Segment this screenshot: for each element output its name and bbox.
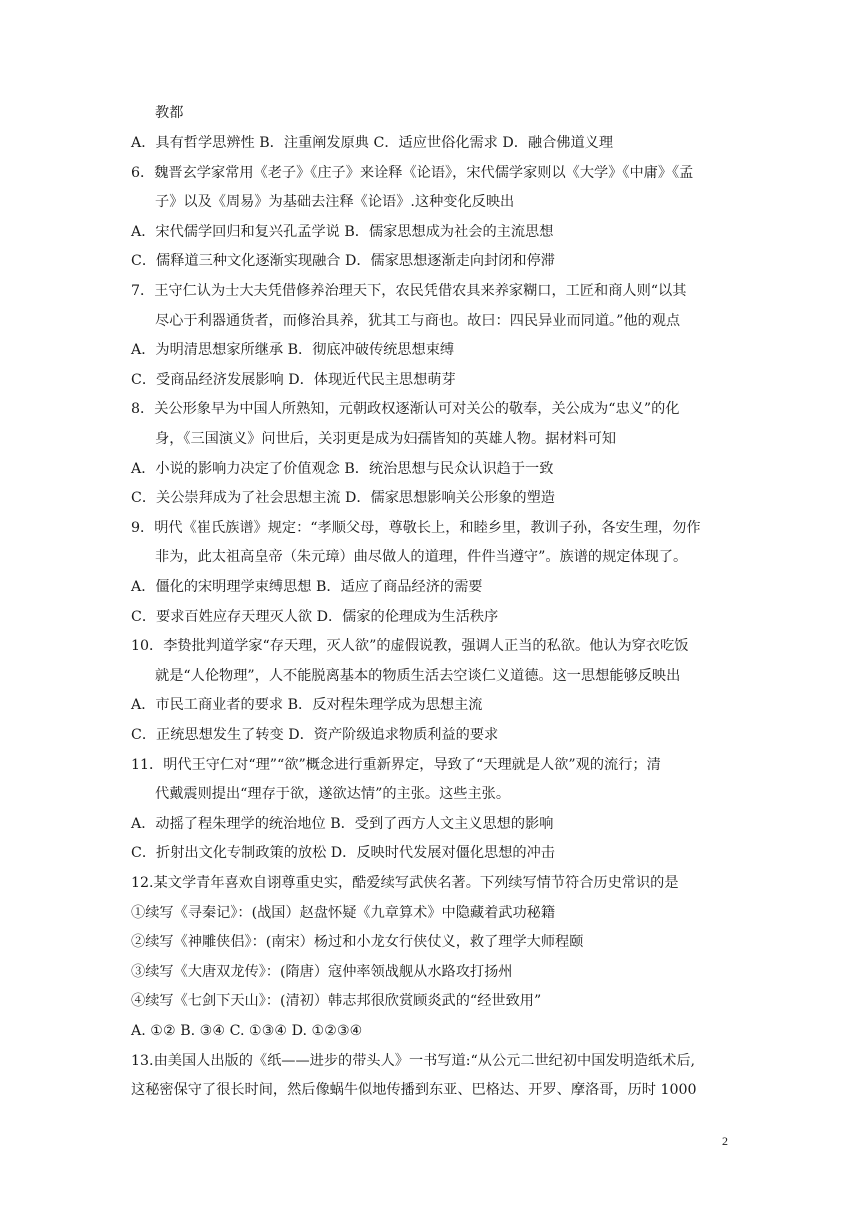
text-line: 11．明代王守仁对“理”“欲”概念进行重新界定，导致了“天理就是人欲”观的流行；清 <box>131 757 661 773</box>
text-line: 子》以及《周易》为基础去注释《论语》.这种变化反映出 <box>155 194 515 210</box>
text-line: 9．明代《崔氏族谱》规定：“孝顺父母，尊敬长上，和睦乡里，教训子孙，各安生理，勿作 <box>131 520 701 536</box>
text-line: ①续写《寻秦记》：(战国）赵盘怀疑《九章算术》中隐藏着武功秘籍 <box>131 905 556 921</box>
text-line: ④续写《七剑下天山》：(清初）韩志邦很欣赏顾炎武的“经世致用” <box>131 993 542 1009</box>
text-line: A．宋代儒学回归和复兴孔孟学说 B．儒家思想成为社会的主流思想 <box>131 224 554 240</box>
text-line: 10．李贽批判道学家“存天理，灭人欲”的虚假说教，强调人正当的私欲。他认为穿衣吃饭 <box>131 638 689 654</box>
text-line: 身，《三国演义》问世后，关羽更是成为妇孺皆知的英雄人物。据材料可知 <box>155 431 617 447</box>
text-line: 这秘密保守了很长时间，然后像蜗牛似地传播到东亚、巴格达、开罗、摩洛哥，历时 1000 <box>131 1082 697 1098</box>
text-line: 代戴震则提出“理存于欲，遂欲达情”的主张。这些主张。 <box>155 786 511 802</box>
text-line: C．关公崇拜成为了社会思想主流 D．儒家思想影响关公形象的塑造 <box>131 490 555 506</box>
text-line: 13.由美国人出版的《纸——进步的带头人》一书写道:“从公元二世纪初中国发明造纸术后, <box>131 1053 696 1069</box>
text-line: 教都 <box>155 105 184 121</box>
text-line: A．动摇了程朱理学的统治地位 B．受到了西方人文主义思想的影响 <box>131 816 554 832</box>
text-line: A．市民工商业者的要求 B．反对程朱理学成为思想主流 <box>131 697 483 713</box>
text-line: C．儒释道三种文化逐渐实现融合 D．儒家思想逐渐走向封闭和停滞 <box>131 253 555 269</box>
text-line: C．折射出文化专制政策的放松 D．反映时代发展对僵化思想的冲击 <box>131 845 555 861</box>
text-line: 非为，此太祖高皇帝（朱元璋）曲尽做人的道理，件件当遵守”。族谱的规定体现了。 <box>155 549 688 565</box>
text-line: ②续写《神雕侠侣》：(南宋）杨过和小龙女行侠仗义，救了理学大师程颐 <box>131 934 584 950</box>
text-line: A．僵化的宋明理学束缚思想 B．适应了商品经济的需要 <box>131 579 483 595</box>
text-line: A．小说的影响力决定了价值观念 B．统治思想与民众认识趋于一致 <box>131 461 554 477</box>
page-number: 2 <box>722 1134 728 1148</box>
text-line: 8．关公形象早为中国人所熟知，元朝政权逐渐认可对关公的敬奉，关公成为“忠义”的化 <box>131 401 680 417</box>
text-line: 6．魏晋玄学家常用《老子》《庄子》来诠释《论语》，宋代儒学家则以《大学》《中庸》《孟 <box>131 165 694 181</box>
text-line: 12.某文学青年喜欢自诩尊重史实，酷爱续写武侠名著。下列续写情节符合历史常识的是 <box>131 875 679 891</box>
text-line: A. ①② B. ③④ C. ①③④ D. ①②③④ <box>131 1023 363 1039</box>
text-line: C．受商品经济发展影响 D．体现近代民主思想萌芽 <box>131 372 456 388</box>
text-line: A．为明清思想家所继承 B．彻底冲破传统思想束缚 <box>131 342 455 358</box>
text-line: C．正统思想发生了转变 D．资产阶级追求物质利益的要求 <box>131 727 499 743</box>
text-line: 就是“人伦物理”，人不能脱离基本的物质生活去空谈仁义道德。这一思想能够反映出 <box>155 668 681 684</box>
text-line: 尽心于利器通货者，而修治具养，犹其工与商也。故曰：四民异业而同道。”他的观点 <box>155 313 681 329</box>
text-line: ③续写《大唐双龙传》：(隋唐）寇仲率领战舰从水路攻打扬州 <box>131 964 513 980</box>
text-line: C．要求百姓应存天理灭人欲 D．儒家的伦理成为生活秩序 <box>131 609 499 625</box>
text-line: A．具有哲学思辨性 B．注重阐发原典 C．适应世俗化需求 D．融合佛道义理 <box>131 135 614 151</box>
text-line: 7．王守仁认为士大夫凭借修养治理天下，农民凭借农具来养家糊口，工匠和商人则“以其 <box>131 283 687 299</box>
